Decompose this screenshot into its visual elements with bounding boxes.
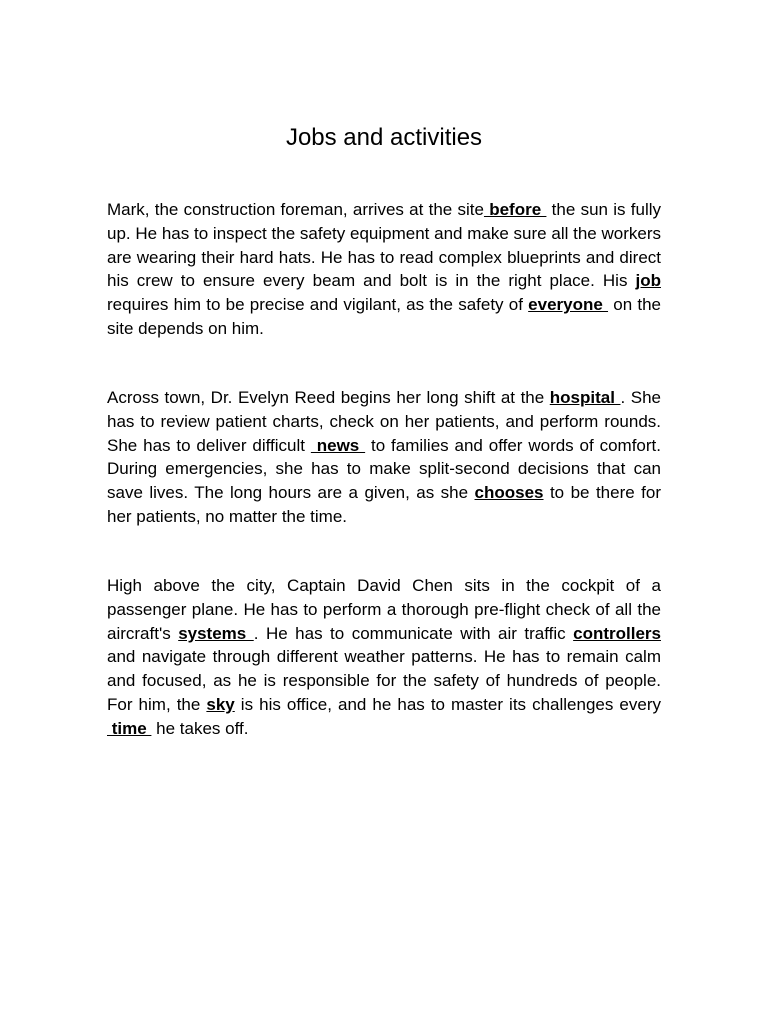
paragraph-foreman xyxy=(107,198,661,341)
answer-word: systems xyxy=(178,623,254,643)
answer-word: chooses xyxy=(474,483,544,503)
paragraph-pilot xyxy=(107,574,661,741)
answer-word: everyone xyxy=(528,295,609,315)
paragraph-text: Mark, the construction foreman, arrives at the site xyxy=(107,200,484,219)
paragraph-text: Across town, Dr. Evelyn Reed begins her long shift at the xyxy=(107,388,550,407)
answer-word: news xyxy=(310,435,366,455)
paragraph-text: High above the city, Captain David Chen sits in the cockpit of a passenger plane. He has to perform a thorough pre-flight check of all the aircraft's xyxy=(107,576,661,643)
answer-word: before xyxy=(483,200,547,219)
answer-word: controllers xyxy=(573,623,661,643)
paragraph-text: . She has to review patient charts, check on her patients, and perform rounds. She has to deliver difficult xyxy=(107,388,661,455)
paragraph-text: on the site depends on him. xyxy=(107,295,661,338)
paragraph-text: the sun is fully up. He has to inspect the safety equipment and make sure all the workers are wearing their hard hats. He has to read complex blueprints and direct his crew to ensure every beam and bolt is in the right place. His xyxy=(107,200,661,291)
paragraph-text: to families and offer words of comfort. During emergencies, she has to make split-second decisions that can save lives. The long hours are a given, as she xyxy=(107,435,661,503)
paragraph-text: . He has to communicate with air traffic xyxy=(253,623,574,643)
answer-word: job xyxy=(635,271,661,291)
paragraph-text: he takes off. xyxy=(151,718,249,738)
paragraph-text: to be there for her patients, no matter the time. xyxy=(107,483,661,526)
paragraph-text: and navigate through different weather patterns. He has to remain calm and focused, as he is responsible for the safety of hundreds of people. For him, the xyxy=(107,647,661,714)
answer-word: sky xyxy=(206,694,235,714)
paragraph-text: requires him to be precise and vigilant, as the safety of xyxy=(107,295,529,315)
page-title: Jobs and activities xyxy=(285,124,483,151)
paragraph-text: is his office, and he has to master its challenges every xyxy=(234,694,661,714)
answer-word: time xyxy=(107,718,152,738)
answer-word: hospital xyxy=(549,388,621,407)
paragraph-doctor xyxy=(107,386,661,529)
